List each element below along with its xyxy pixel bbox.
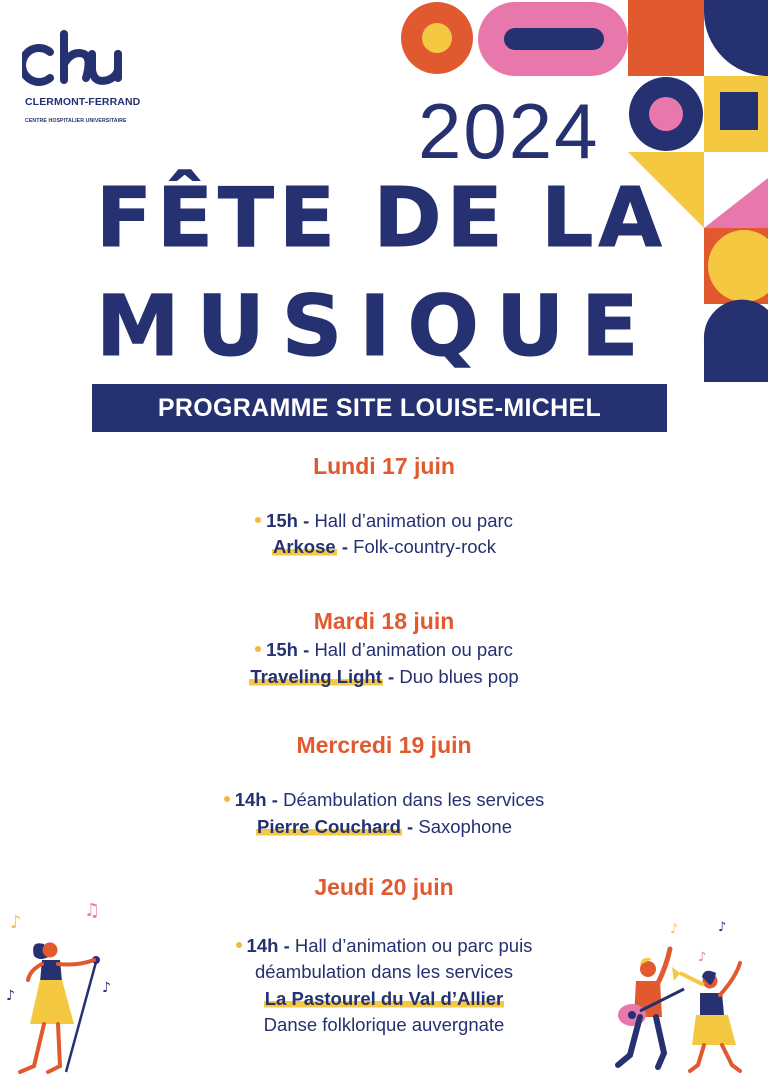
schedule-line [0,816,768,838]
time: 14h [234,789,267,810]
location-continued: déambulation dans les services [254,961,514,982]
bullet-icon [236,942,242,948]
bullet-icon [255,646,261,652]
svg-text:♪: ♪ [698,950,707,965]
logo-city: CLERMONT-FERRAND [25,96,141,108]
logo-subtitle: CENTRE HOSPITALIER UNIVERSITAIRE [25,118,127,124]
genre: Duo blues pop [399,666,519,687]
title-line-2: MUSIQUE [96,277,656,375]
separator: - [401,816,419,837]
artist-name: Pierre Couchard [256,816,401,837]
day-heading: Lundi 17 juin [313,453,455,479]
separator: - [297,510,315,531]
separator: - [297,639,315,660]
bullet-icon [224,796,230,802]
time: 14h [246,935,279,956]
svg-text:♪: ♪ [670,922,679,937]
separator: - [266,789,284,810]
location: Déambulation dans les services [283,789,545,810]
year: 2024 [418,87,600,175]
svg-text:♪: ♪ [6,988,15,1004]
chu-logo [22,28,152,128]
artist-name: Arkose [272,536,336,557]
music-note-icon [670,920,726,965]
schedule-line [0,789,768,811]
chu-logo-mark-icon [22,28,142,90]
svg-text:♪: ♪ [718,920,727,935]
bullet-icon [255,517,261,523]
musicians-duo-illustration-icon [600,915,768,1080]
singer-illustration-icon [0,900,130,1080]
separator: - [278,935,295,956]
svg-text:♪: ♪ [102,980,111,996]
time: 15h [266,510,298,531]
title-line-1: FÊTE DE LA [96,171,667,266]
genre: Danse folklorique auvergnate [263,1014,505,1035]
artist-name: La Pastourel du Val d’Allier [264,988,504,1009]
genre: Folk-country-rock [353,536,497,557]
location: Hall d’animation ou parc [314,639,513,660]
day-heading: Mardi 18 juin [313,608,455,634]
location: Hall d’animation ou parc [314,510,513,531]
schedule-line [0,639,768,661]
schedule-line [0,666,768,688]
genre: Saxophone [418,816,512,837]
svg-text:♪: ♪ [10,912,22,933]
schedule-line [0,510,768,532]
separator: - [382,666,400,687]
time: 15h [266,639,298,660]
program-banner: PROGRAMME SITE LOUISE-MICHEL [92,384,667,432]
day-heading: Mercredi 19 juin [296,732,472,758]
artist-name: Traveling Light [250,666,382,687]
location: Hall d’animation ou parc puis [294,935,533,956]
schedule-line [0,536,768,558]
svg-text:♫: ♫ [84,900,101,921]
day-heading: Jeudi 20 juin [314,874,454,900]
separator: - [336,536,354,557]
